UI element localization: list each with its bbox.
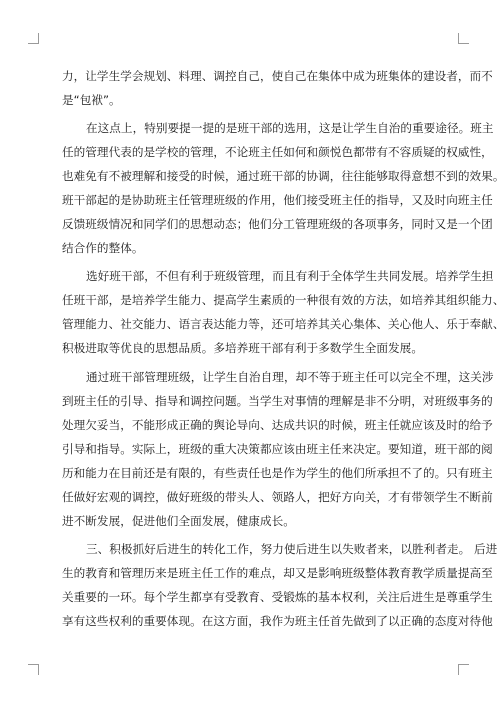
text-line: 关重要的一环。每个学生都享有受教育、受锻炼的基本权利，关注后进生是尊重学生 xyxy=(62,589,493,604)
paragraph xyxy=(62,64,493,112)
text-line: 历和能力在目前还是有限的，有些责任也是作为学生的他们所承担不了的。只有班主 xyxy=(62,465,493,480)
text-line: 通过班干部管理班级，让学生自治自理，却不等于班主任可以完全不理，这关涉 xyxy=(86,369,494,384)
crop-mark-bottom-right xyxy=(458,664,469,675)
document-body xyxy=(62,64,504,633)
text-line: 反馈班级情况和同学们的思想动态；他们分工管理班级的各项事务，同时又是一个团 xyxy=(62,217,493,232)
text-line: 也难免有不被理解和接受的时候，通过班干部的协调，往往能够取得意想不到的效果。 xyxy=(62,169,504,184)
text-line: 管理能力、社交能力、语言表达能力等，还可培养其关心集体、关心他人、乐于奉献、 xyxy=(62,317,504,332)
crop-mark-top-right xyxy=(458,33,469,44)
paragraph xyxy=(62,537,498,633)
crop-mark-bottom-left xyxy=(28,664,39,675)
crop-mark-top-left xyxy=(28,33,39,44)
text-line: 任做好宏观的调控，做好班级的带头人、领路人，把好方向关，才有带领学生不断前 xyxy=(62,489,493,504)
text-line: 积极进取等优良的思想品质。多培养班干部有利于多数学生全面发展。 xyxy=(62,341,423,356)
text-line: 任的管理代表的是学校的管理，不论班主任如何和颜悦色都带有不容质疑的权威性， xyxy=(62,145,493,160)
text-line: 结合作的整体。 xyxy=(62,241,144,256)
text-line: 班干部起的是协助班主任管理班级的作用，他们接受班主任的指导，又及时向班主任 xyxy=(62,193,493,208)
paragraph xyxy=(62,365,494,533)
text-line: 在这点上，特别要提一提的是班干部的选用，这是让学生自治的重要途径。班主 xyxy=(86,121,494,136)
paragraph xyxy=(62,264,504,360)
text-line: 到班主任的引导、指导和调控问题。当学生对事情的理解是非不分明，对班级事务的 xyxy=(62,393,493,408)
text-line: 引导和指导。实际上，班级的重大决策都应该由班主任来决定。要知道，班干部的阅 xyxy=(62,441,493,456)
text-line: 是“包袱”。 xyxy=(62,93,121,107)
text-line: 力，让学生学会规划、料理、调控自己，使自己在集体中成为班集体的建设者，而不 xyxy=(62,69,493,83)
text-line: 任班干部，是培养学生能力、提高学生素质的一种很有效的方法，如培养其组织能力、 xyxy=(62,293,504,308)
paragraph xyxy=(62,116,504,260)
text-line: 三、积极抓好后进生的转化工作，努力使后进生以失败者来，以胜利者走。 后进 xyxy=(86,541,498,556)
text-line: 进不断发展，促进他们全面发展，健康成长。 xyxy=(62,513,295,528)
text-line: 享有这些权利的重要体现。在这方面，我作为班主任首先做到了以正确的态度对待他 xyxy=(62,613,493,628)
text-line: 选好班干部，不但有利于班级管理，而且有利于全体学生共同发展。培养学生担 xyxy=(86,269,494,284)
text-line: 生的教育和管理历来是班主任工作的难点，却又是影响班级整体教育教学质量提高至 xyxy=(62,565,493,580)
text-line: 处理欠妥当，不能形成正确的舆论导向、达成共识的时候，班主任就应该及时的给予 xyxy=(62,417,493,432)
